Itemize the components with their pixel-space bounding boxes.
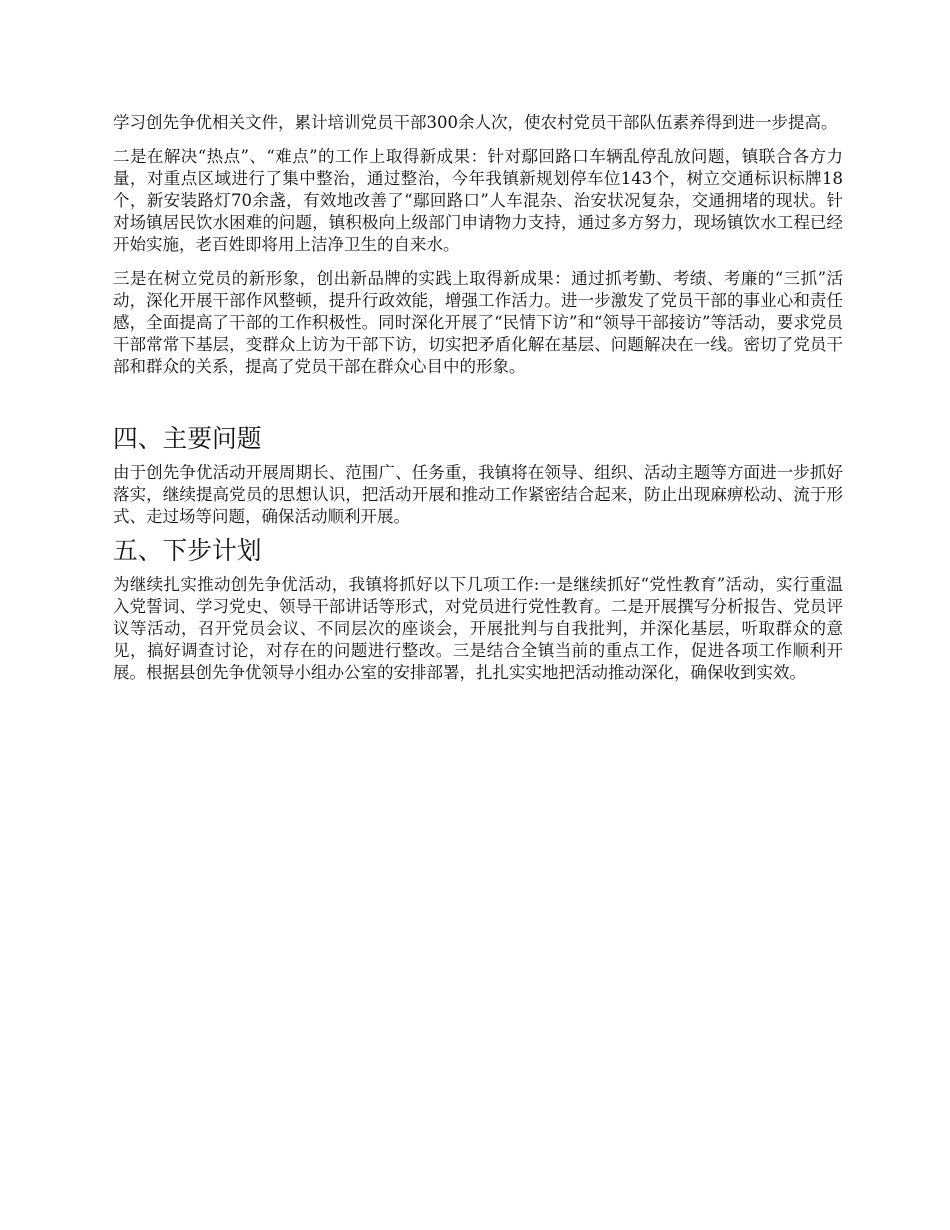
paragraph-new-image: 三是在树立党员的新形象，创出新品牌的实践上取得新成果：通过抓考勤、考绩、考廉的“三抓”活动，深化开展干部作风整顿，提升行政效能，增强工作活力。进一步激发了党员干部的事业心和责任感，全面提高了干部的工作积极性。同时深化开展了“民情下访”和“领导干部接访”等活动，要求党员干部常常下基层，变群众上访为干部下访，切实把矛盾化解在基层、问题解决在一线。密切了党员干部和群众的关系，提高了党员干部在群众心目中的形象。 <box>113 269 843 376</box>
paragraph-hotspots: 二是在解决“热点”、“难点”的工作上取得新成果：针对鄢回路口车辆乱停乱放问题，镇联合各方力量，对重点区域进行了集中整治，通过整治，今年我镇新规划停车位143个，树立交通标识标牌18个，新安装路灯70余盏，有效地改善了“鄢回路口”人车混杂、治安状况复杂，交通拥堵的现状。针对场镇居民饮水困难的问题，镇积极向上级部门申请物力支持，通过多方努力，现场镇饮水工程已经开始实施，老百姓即将用上洁净卫生的自来水。 <box>113 147 843 254</box>
paragraph-training: 学习创先争优相关文件，累计培训党员干部300余人次，使农村党员干部队伍素养得到进一步提高。 <box>113 113 838 132</box>
section-heading-next-plan: 五、下步计划 <box>113 536 262 565</box>
paragraph-main-problems: 由于创先争优活动开展周期长、范围广、任务重，我镇将在领导、组织、活动主题等方面进一步抓好落实，继续提高党员的思想认识，把活动开展和推动工作紧密结合起来，防止出现麻痹松动、流于形式、走过场等问题，确保活动顺利开展。 <box>113 463 843 526</box>
section-heading-main-problems: 四、主要问题 <box>113 424 262 453</box>
document-page <box>113 112 843 696</box>
paragraph-next-plan: 为继续扎实推动创先争优活动，我镇将抓好以下几项工作:一是继续抓好“党性教育”活动，实行重温入党誓词、学习党史、领导干部讲话等形式，对党员进行党性教育。二是开展撰写分析报告、党员评议等活动，召开党员会议、不同层次的座谈会，开展批判与自我批判，并深化基层，听取群众的意见，搞好调查讨论，对存在的问题进行整改。三是结合全镇当前的重点工作，促进各项工作顺利开展。根据县创先争优领导小组办公室的安排部署，扎扎实实地把活动推动深化，确保收到实效。 <box>113 575 843 682</box>
